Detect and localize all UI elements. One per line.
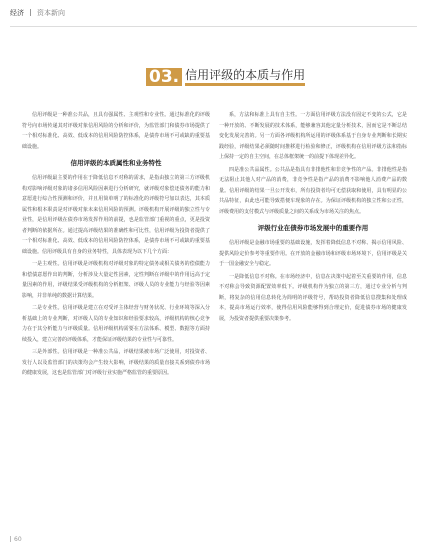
paragraph: 二是专业性。信用评级是建立在对受评主体经营与财务状况、行业环境等深入分析基础上的专业判断，对评级人员的专业知识和经验要求较高，评级机构的核心竞争力在于其分析能力与评级质量。信用评级机构需要在方法体系、模型、数据等方面持续投入，建立完善的评级体系，才能保证评级结果的专业性与可靠性。 — [22, 305, 210, 343]
article-number: 03. — [146, 68, 182, 86]
right-column — [219, 110, 407, 326]
paragraph: 四是准公共品属性。公共品是指具有非排他性和非竞争性的产品。非排他性是指无法阻止其他人对产品的消费，非竞争性是指产品的消费不影响他人消费产品的数量。信用评级的结果一旦公开发布，所有投资者均可无偿获取和使用，具有明显的公共品特征，由此也可能导致搭便车现象的存在。为保证评级机构的独立性和公正性，评级费用的支付模式与评级质量之间的关系成为市场关注的焦点。 — [219, 166, 407, 215]
page-number: 60 — [14, 536, 22, 543]
article-title: 信用评级的本质与作用 — [185, 69, 305, 86]
section-label: 经济 — [10, 9, 24, 17]
paragraph: 信用评级是一种准公共品，且具有强属性、主观性和专业性。通过标准化的评级符号向市场传递其对评级对象信用风险的分析和评价，为监管部门和债券市场提供了一个相对标准化、高效、低成本的信用风险防控体系，是债券市场不可或缺的重要基础设施。 — [22, 112, 210, 150]
paragraph: 信用评级是金融市场重要的基础设施，发挥着降低信息不对称、揭示信用风险、提供风险定价参考等重要作用。在开放的金融市场和评级市场环境下，信用评级是关于一国金融安全与稳定。 — [219, 240, 407, 267]
page-footer — [10, 536, 22, 543]
section-heading: 信用评级的本质属性和业务特性 — [70, 159, 162, 167]
header-rule — [10, 26, 417, 27]
article-heading — [146, 68, 305, 86]
page-header — [10, 8, 65, 18]
paragraph: 三是外部性。信用评级是一种准公共品，评级结果被市场广泛使用，对投资者、发行人以及监管部门的决策均会产生较大影响，评级结果的质量直接关系到债券市场的健康发展，这也是监管部门对评级行业实施严格监管的重要原因。 — [22, 349, 210, 376]
footer-bar — [10, 536, 11, 542]
paragraph: 系，方法和标准上具有自主性。一方面信用评级方法没有固定不变的公式，它是一种开放的、不断发展的技术体系，能够兼容其他定量分析技术，因而它是不断总结变化发展完善的。另一方面各评级机构所运用的评级体系基于自身专业判断和长期实践经验，评级结果必须随时间推移进行检验和修正，评级机构在信用评级方法和指标上保持一定的自主空间，在总体框架统一的前提下体现差异化。 — [219, 112, 407, 160]
paragraph: 一是主观性。信用评级是评级机构对评级对象的特定债务或相关债务的偿债能力和偿债意愿作出的判断，分析涉及大量定性因素，定性判断在评级中的作用远高于定量因素的作用，评级结果受评级机构的分析框架、评级人员的专业能力与经验等因素影响，并非单纯的数据计算结果。 — [22, 261, 210, 299]
header-divider — [30, 9, 31, 16]
section-heading: 评级行业在债券市场发展中的重要作用 — [257, 224, 369, 232]
subsection-label: 资本新向 — [37, 9, 65, 17]
paragraph: 信用评级最主要的作用在于降低信息不对称的需求，是指由独立的第三方评级机构对影响评级对象的诸多信用风险因素进行分析研究，就评级对象偿还债务的能力和意愿进行综合性预测和评价，并且用简单明了的标准化的评级符号加以表达，其本质属性和根本职责是对评级对象未来信用风险的预测。评级机构开展评级的独立性与专业性，是信用评级在债券市场发挥作用的前提，也是监管部门重视的重点，更是投资者判断的依据所在。通过提高评级结果的准确性和可比性，信用评级为投资者提供了一个相对标准化、高效、低成本的信用风险防控体系，是债券市场不可或缺的重要基础设施。信用评级具有自身的业务特性，具体表现为以下几个方面： — [22, 175, 210, 255]
paragraph: 一是降低信息不对称。在市场经济中，信息在决策中起着至关重要的作用，信息不对称会导致资源配置效率低下。评级机构作为独立的第三方，通过专业分析与判断，将复杂的信用信息转化为简明的评级符号，帮助投资者降低信息搜集和处理成本，提高市场运行效率，使得信用风险能够得到合理定价，促进债券市场的健康发展，为投资者提供重要决策参考。 — [219, 273, 407, 322]
left-column — [22, 110, 210, 381]
